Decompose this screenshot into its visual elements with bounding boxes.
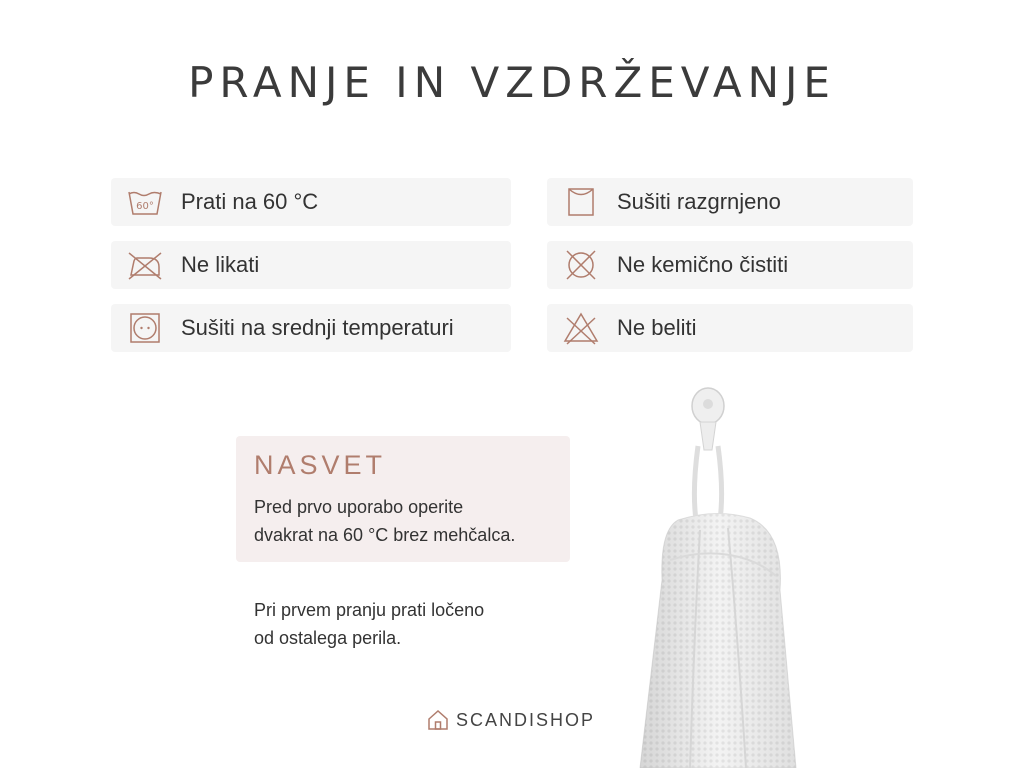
care-item-dry-flat (547, 178, 913, 226)
care-label-no-dry-clean: Ne kemično čistiti (617, 252, 789, 277)
care-label-tumble-dry: Sušiti na srednji temperaturi (181, 315, 454, 340)
care-label-dry-flat: Sušiti razgrnjeno (617, 189, 781, 214)
house-icon (426, 708, 450, 732)
care-item-tumble-dry (111, 304, 511, 352)
no-dry-clean-icon (561, 245, 601, 285)
dry-flat-icon (561, 182, 601, 222)
care-item-wash (111, 178, 511, 226)
tip-text-line-1: Pred prvo uporabo operite (254, 497, 464, 517)
wash-note-line-1: Pri prvem pranju prati ločeno (254, 600, 485, 620)
no-ironing-icon (125, 245, 165, 285)
brand-logo-text: SCANDISHOP (456, 709, 596, 730)
towel-on-hook-image (600, 380, 820, 768)
care-item-no-bleach (547, 304, 913, 352)
tip-text (254, 493, 552, 549)
tip-title: NASVET (254, 450, 387, 480)
care-label-no-bleach: Ne beliti (617, 315, 697, 340)
page-title: PRANJE IN VZDRŽEVANJE (188, 58, 836, 107)
care-item-no-iron (111, 241, 511, 289)
no-bleach-icon (561, 308, 601, 348)
wash-60-badge: 60° (136, 201, 154, 212)
tumble-dry-medium-icon (125, 308, 165, 348)
care-label-wash: Prati na 60 °C (181, 189, 319, 214)
care-item-no-dry-clean (547, 241, 913, 289)
wash-note (254, 596, 574, 652)
wash-60-icon (125, 182, 165, 222)
wash-note-line-2: od ostalega perila. (254, 628, 402, 648)
tip-text-line-2: dvakrat na 60 °C brez mehčalca. (254, 525, 516, 545)
tip-box (236, 436, 570, 562)
care-label-no-iron: Ne likati (181, 252, 260, 277)
brand-logo (426, 708, 595, 732)
